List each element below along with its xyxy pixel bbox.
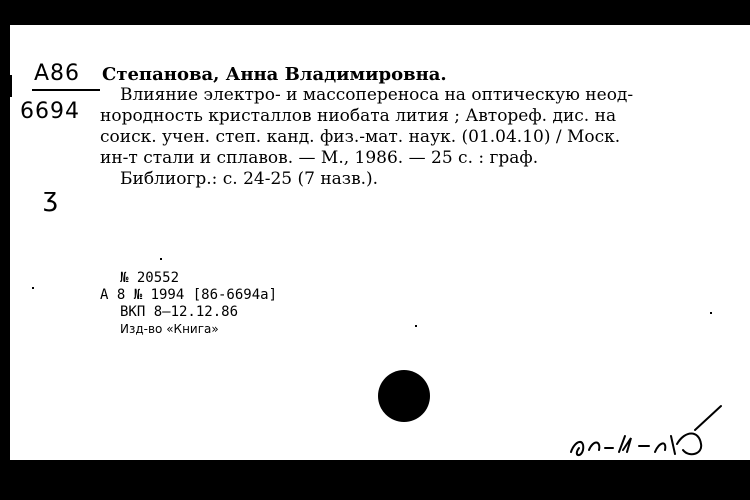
description-line: Влияние электро- и массопереноса на оптическую неод- [120, 85, 634, 105]
description-line: нородность кристаллов ниобата лития ; Автореф. дис. на [100, 106, 617, 126]
speck [710, 312, 712, 314]
pencil-mark: ʒ [43, 183, 59, 213]
registration-number: № 20552 [120, 270, 180, 286]
publisher-line: Изд-во «Книга» [120, 322, 219, 336]
shelfmark-underline [32, 89, 100, 91]
description-line: ин-т стали и сплавов. — М., 1986. — 25 с. : граф. [100, 148, 539, 168]
punch-hole [378, 370, 430, 422]
shelfmark-bottom: 6694 [20, 99, 80, 124]
registration-block [100, 270, 277, 338]
catalog-card [10, 25, 750, 460]
bibliography-note: Библиогр.: с. 24-25 (7 назв.). [120, 169, 379, 189]
speck [415, 325, 417, 327]
bibliographic-description [100, 85, 705, 190]
vkp-line: ВКП 8—12.12.86 [120, 304, 239, 320]
author-heading: Степанова, Анна Владимировна. [102, 64, 447, 85]
handwritten-signature [565, 400, 725, 460]
margin-mark [10, 75, 12, 97]
catalog-number: А 8 № 1994 [86-6694а] [100, 287, 278, 303]
shelfmark-top: А86 [34, 61, 81, 86]
speck [32, 287, 34, 289]
speck [160, 258, 162, 260]
description-line: соиск. учен. степ. канд. физ.-мат. наук. (01.04.10) / Моск. [100, 127, 621, 147]
